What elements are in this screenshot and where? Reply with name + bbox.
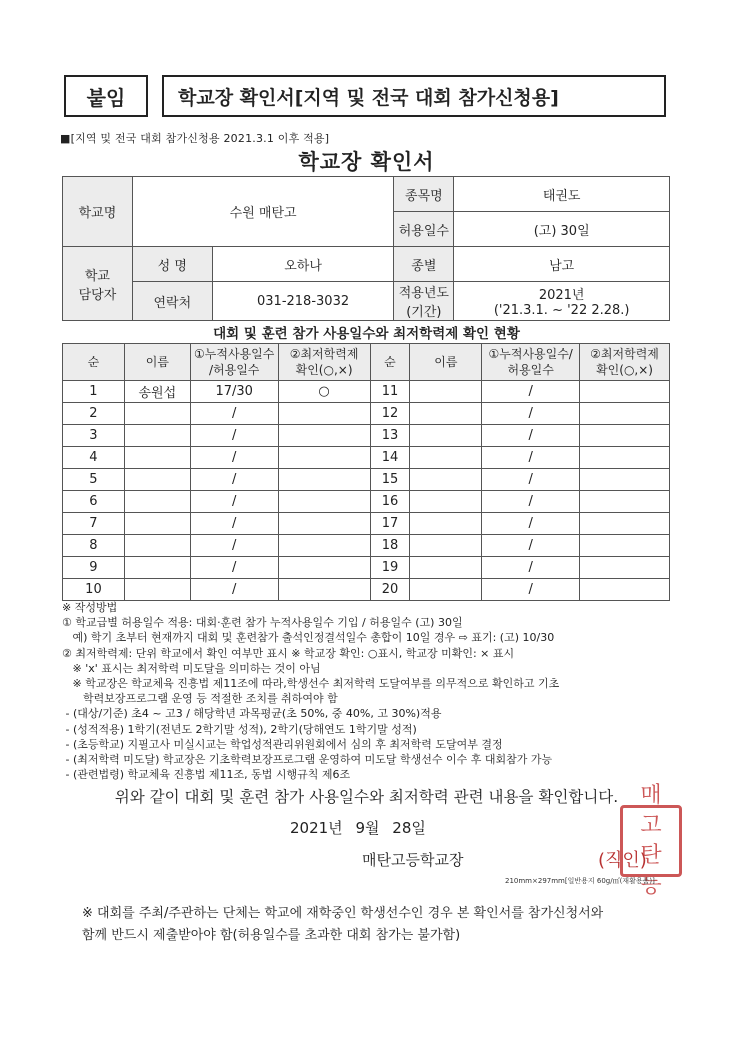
row-name [124,557,190,579]
instruction-line: - (성적적용) 1학기(전년도 2학기말 성적), 2학기(당해연도 1학기말 성적) [62,722,417,736]
row-usage-right: / [482,403,580,425]
row-no: 10 [63,579,125,601]
row-no: 8 [63,535,125,557]
allowed-days-label: 허용일수 [394,212,454,247]
row-no-right: 19 [370,557,410,579]
instruction-line: ※ 작성방법 [62,601,118,614]
row-check-right [580,403,670,425]
row-check [278,579,370,601]
teacher-label-line1: 학교 [84,268,110,284]
row-check: ○ [278,381,370,403]
row-usage: / [190,557,278,579]
row-usage: / [190,425,278,447]
row-no: 3 [63,425,125,447]
row-usage: / [190,491,278,513]
row-check [278,491,370,513]
instruction-line: ① 학교급별 허용일수 적용: 대회·훈련 참가 누적사용일수 기입 / 허용일수 (고) 30일 [62,616,463,630]
row-name [124,447,190,469]
row-no-right: 15 [370,469,410,491]
row-check-right [580,425,670,447]
applies-note: ■[지역 및 전국 대회 참가신청용 2021.3.1 이후 적용] [60,132,330,145]
division-label: 종별 [394,247,454,282]
row-check [278,535,370,557]
col-check-right-line1: ②최저학력제 [590,347,659,361]
row-check [278,557,370,579]
row-name-right [410,425,482,447]
section-title: 대회 및 훈련 참가 사용일수와 최저학력제 확인 현황 [213,326,520,342]
stamp-char: 매 [640,783,662,808]
row-no-right: 13 [370,425,410,447]
row-check-right [580,491,670,513]
instruction-line: - (대상/기준) 초4 ~ 고3 / 해당학년 과목평균(초 50%, 중 40%, 고 30%)적용 [62,707,442,721]
row-no: 4 [63,447,125,469]
col-usage-line2: /허용일수 [208,363,260,377]
year-value-line2: ('21.3.1. ~ '22 2.28.) [493,303,630,318]
row-no: 9 [63,557,125,579]
row-usage-right: / [482,557,580,579]
row-usage: 17/30 [190,381,278,403]
year-value [454,282,670,321]
row-no-right: 16 [370,491,410,513]
row-usage-right: / [482,425,580,447]
col-usage-right [482,344,580,381]
col-check [278,344,370,381]
document-heading [162,75,666,117]
table-row [63,579,670,601]
principal-name: 매탄고등학교장 [362,851,464,869]
instructions [62,600,702,782]
row-check-right [580,513,670,535]
year-value-line1: 2021년 [538,288,585,303]
row-no-right: 18 [370,535,410,557]
row-no: 7 [63,513,125,535]
instruction-line: - (최저학력 미도달) 학교장은 기초학력보장프로그램 운영하여 미도달 학생선수 이수 후 대회참가 가능 [62,753,553,767]
row-name [124,513,190,535]
teacher-label-line2: 담당자 [78,287,117,303]
col-usage [190,344,278,381]
stamp-char: 탄 [640,843,662,868]
row-no: 2 [63,403,125,425]
row-no-right: 11 [370,381,410,403]
row-name [124,469,190,491]
date-day: 28일 [392,819,426,837]
participation-header-row [63,344,670,381]
row-check-right [580,535,670,557]
row-usage: / [190,513,278,535]
row-no: 6 [63,491,125,513]
row-check [278,403,370,425]
table-row [63,491,670,513]
row-check [278,469,370,491]
row-check-right [580,381,670,403]
row-usage-right: / [482,535,580,557]
col-check-right [580,344,670,381]
col-usage-right-line2: 허용일수 [507,363,554,377]
col-name: 이름 [124,344,190,381]
event-value: 태권도 [454,177,670,212]
col-no: 순 [63,344,125,381]
row-check-right [580,557,670,579]
table-row [63,425,670,447]
instruction-line: ② 최저학력제: 단위 학교에서 확인 여부만 표시 ※ 학교장 확인: ○표시, 학교장 미확인: × 표시 [62,646,515,660]
name-value: 오하나 [212,247,394,282]
participation-table [62,343,670,601]
col-usage-line1: ①누적사용일수 [194,347,275,361]
date-year: 2021년 [290,819,343,837]
col-name-right: 이름 [410,344,482,381]
row-name [124,535,190,557]
school-label: 학교명 [63,177,133,247]
row-no-right: 14 [370,447,410,469]
row-check [278,425,370,447]
year-label [394,282,454,321]
instruction-line: ※ 학교장은 학교체육 진흥법 제11조에 따라,학생선수 최저학력 도달여부를 의무적으로 확인하고 기초 [62,677,560,691]
row-name-right [410,513,482,535]
school-value: 수원 매탄고 [132,177,394,247]
stamp-char: 등 [640,873,662,898]
row-usage: / [190,535,278,557]
confirmation-text: 위와 같이 대회 및 훈련 참가 사용일수와 최저학력 관련 내용을 확인합니다. [114,788,619,806]
seal-label: (직인) [598,850,647,871]
table-row [63,469,670,491]
row-check-right [580,469,670,491]
row-no-right: 12 [370,403,410,425]
footer-note [82,903,702,947]
row-check-right [580,447,670,469]
row-name [124,425,190,447]
row-name-right [410,557,482,579]
contact-value: 031-218-3032 [212,282,394,321]
form-title: 학교장 확인서 [298,150,435,174]
col-usage-right-line1: ①누적사용일수/ [488,347,573,361]
table-row [63,513,670,535]
table-row [63,381,670,403]
row-usage-right: / [482,469,580,491]
row-no-right: 17 [370,513,410,535]
col-no-right: 순 [370,344,410,381]
col-check-line1: ②최저학력제 [289,347,359,361]
instruction-line: - (관련법령) 학교체육 진흥법 제11조, 동법 시행규칙 제6조 [62,768,351,782]
table-row [63,403,670,425]
stamp-char: 고 [640,813,662,838]
footer-line2: 함께 반드시 제출받아야 함(허용일수를 초과한 대회 참가는 불가함) [82,928,461,943]
table-row [63,557,670,579]
attachment-tag [64,75,148,117]
date-month: 9월 [355,819,380,837]
row-check-right [580,579,670,601]
info-table [62,176,670,321]
row-check [278,513,370,535]
row-usage: / [190,579,278,601]
division-value: 남고 [454,247,670,282]
row-no: 5 [63,469,125,491]
paper-spec: 210mm×297mm[일반용지 60g/㎡(재활용품)] [505,877,655,885]
row-name: 송원섭 [124,381,190,403]
document-heading-text: 학교장 확인서[지역 및 전국 대회 참가신청용] [178,86,559,109]
col-check-line2: 확인(○,×) [295,363,353,377]
row-usage-right: / [482,513,580,535]
teacher-label [63,247,133,321]
row-usage-right: / [482,447,580,469]
table-row [63,535,670,557]
footer-line1: ※ 대회를 주최/주관하는 단체는 학교에 재학중인 학생선수인 경우 본 확인서를 참가신청서와 [82,906,604,921]
allowed-days-value: (고) 30일 [454,212,670,247]
row-name-right [410,491,482,513]
row-name-right [410,469,482,491]
year-label-line2: (기간) [406,305,442,320]
row-usage: / [190,403,278,425]
instruction-line: 학력보장프로그램 운영 등 적절한 조치를 취하여야 함 [62,692,338,706]
row-name [124,403,190,425]
instruction-line: - (초등학교) 지필고사 미실시교는 학업성적관리위원회에서 심의 후 최저학력 도달여부 결정 [62,737,503,751]
row-usage-right: / [482,381,580,403]
row-no: 1 [63,381,125,403]
row-usage: / [190,447,278,469]
col-check-right-line2: 확인(○,×) [596,363,653,377]
name-label: 성 명 [132,247,212,282]
row-usage-right: / [482,491,580,513]
table-row [63,447,670,469]
row-name [124,579,190,601]
row-name-right [410,381,482,403]
year-label-line1: 적용년도 [398,286,449,301]
row-name-right [410,447,482,469]
row-name-right [410,403,482,425]
row-usage-right: / [482,579,580,601]
row-name [124,491,190,513]
instruction-line: 예) 학기 초부터 현재까지 대회 및 훈련참가 출석인정결석일수 총합이 10일 경우 ⇨ 표기: (고) 10/30 [62,631,555,645]
row-no-right: 20 [370,579,410,601]
event-label: 종목명 [394,177,454,212]
attachment-tag-label: 붙임 [86,85,126,110]
row-check [278,447,370,469]
contact-label: 연락처 [132,282,212,321]
row-usage: / [190,469,278,491]
issue-date [290,817,426,838]
row-name-right [410,579,482,601]
instruction-line: ※ 'x' 표시는 최저학력 미도달을 의미하는 것이 아님 [62,661,321,675]
row-name-right [410,535,482,557]
